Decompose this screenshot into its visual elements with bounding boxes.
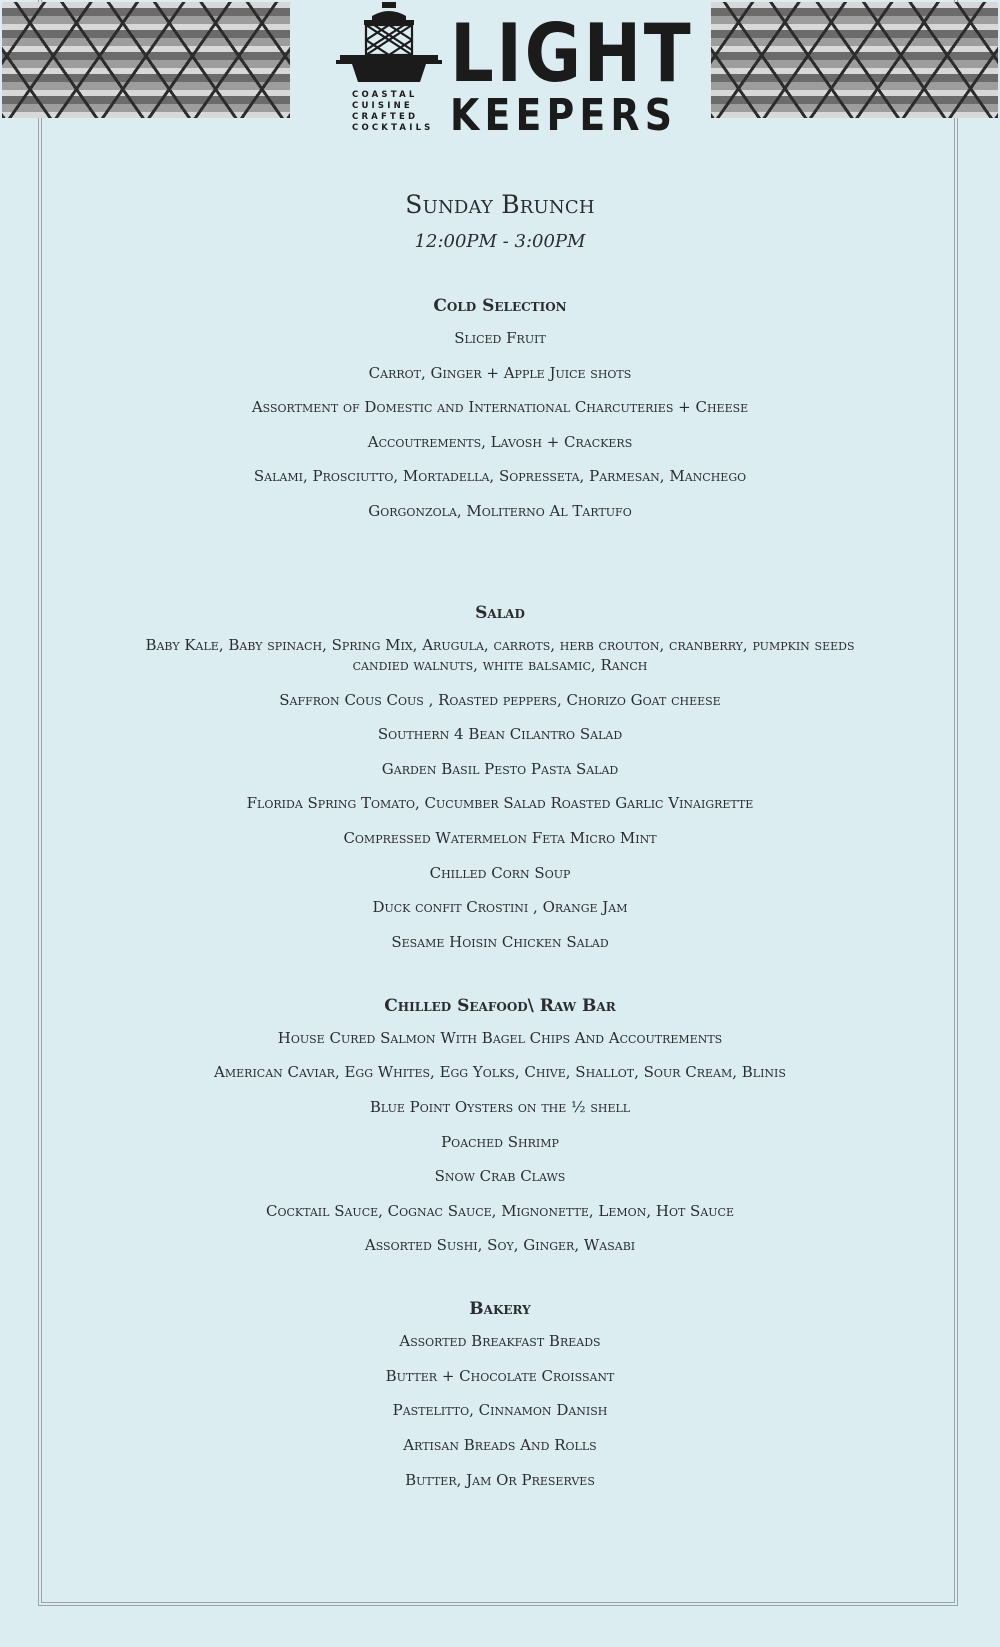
brand-word-light: LIGHT xyxy=(450,7,694,100)
section-title: Cold Selection xyxy=(433,296,567,316)
menu-item: Florida Spring Tomato, Cucumber Salad Roasted Garlic Vinaigrette xyxy=(246,794,754,813)
menu-hours: 12:00PM - 3:00PM xyxy=(414,231,586,252)
menu-item: House Cured Salmon With Bagel Chips And Accoutrements xyxy=(277,1028,723,1047)
menu-item: Pastelitto, Cinnamon Danish xyxy=(392,1401,608,1420)
menu-item: Carrot, Ginger + Apple Juice shots xyxy=(368,363,632,382)
menu-item: Southern 4 Bean Cilantro Salad xyxy=(377,725,623,744)
menu-item: Garden Basil Pesto Pasta Salad xyxy=(381,759,619,778)
section-salad xyxy=(60,603,940,952)
logo xyxy=(334,2,694,141)
menu-item: Sesame Hoisin Chicken Salad xyxy=(391,932,609,951)
menu-item: Snow Crab Claws xyxy=(434,1167,566,1186)
menu-item: Duck confit Crostini , Orange Jam xyxy=(372,898,628,917)
menu-item: Gorgonzola, Moliterno Al Tartufo xyxy=(368,501,632,520)
tagline-line: CRAFTED xyxy=(352,112,419,122)
brand-word-keepers: KEEPERS xyxy=(450,90,678,141)
menu-item: Saffron Cous Cous , Roasted peppers, Chorizo Goat cheese xyxy=(279,690,721,709)
tagline-line: COASTAL xyxy=(352,90,418,100)
tagline-line: CUISINE xyxy=(352,101,413,111)
menu-item: Salami, Prosciutto, Mortadella, Sopresseta, Parmesan, Manchego xyxy=(253,467,747,486)
section-bakery xyxy=(60,1299,940,1489)
menu-item: Accoutrements, Lavosh + Crackers xyxy=(367,432,633,451)
menu-item: Artisan Breads And Rolls xyxy=(403,1436,597,1455)
section-title: Chilled Seafood\ Raw Bar xyxy=(384,995,616,1016)
menu-item: Butter + Chocolate Croissant xyxy=(385,1366,615,1385)
menu-item-line: Baby Kale, Baby spinach, Spring Mix, Arugula, carrots, herb crouton, cranberry, pumpkin seeds xyxy=(145,635,855,654)
menu-item: Assorted Breakfast Breads xyxy=(399,1332,601,1351)
menu-item: Assortment of Domestic and International Charcuteries + Cheese xyxy=(251,398,749,417)
section-title: Bakery xyxy=(469,1299,531,1320)
lattice-photo-right xyxy=(711,2,998,118)
section-cold-selection xyxy=(60,296,940,521)
menu xyxy=(60,190,940,1534)
menu-item: Sliced Fruit xyxy=(454,329,546,347)
section-chilled-seafood xyxy=(60,996,940,1256)
menu-item-line: candied walnuts, white balsamic, Ranch xyxy=(352,655,648,674)
menu-item: Assorted Sushi, Soy, Ginger, Wasabi xyxy=(364,1236,636,1255)
logo-tagline xyxy=(352,90,432,134)
menu-item: Compressed Watermelon Feta Micro Mint xyxy=(343,828,657,847)
menu-item: Butter, Jam Or Preserves xyxy=(405,1470,595,1489)
section-title: Salad xyxy=(475,602,525,623)
menu-item: Chilled Corn Soup xyxy=(429,863,571,882)
tagline-line: COCKTAILS xyxy=(352,123,434,133)
menu-item: Cocktail Sauce, Cognac Sauce, Mignonette, Lemon, Hot Sauce xyxy=(265,1201,734,1220)
menu-title: Sunday Brunch xyxy=(405,190,595,219)
lattice-photo-left xyxy=(2,2,290,118)
menu-item: Poached Shrimp xyxy=(441,1132,559,1151)
menu-item xyxy=(60,635,940,675)
lighthouse-lantern-icon xyxy=(334,2,444,88)
menu-item: American Caviar, Egg Whites, Egg Yolks, Chive, Shallot, Sour Cream, Blinis xyxy=(214,1063,786,1082)
menu-item: Blue Point Oysters on the ½ shell xyxy=(369,1097,631,1116)
